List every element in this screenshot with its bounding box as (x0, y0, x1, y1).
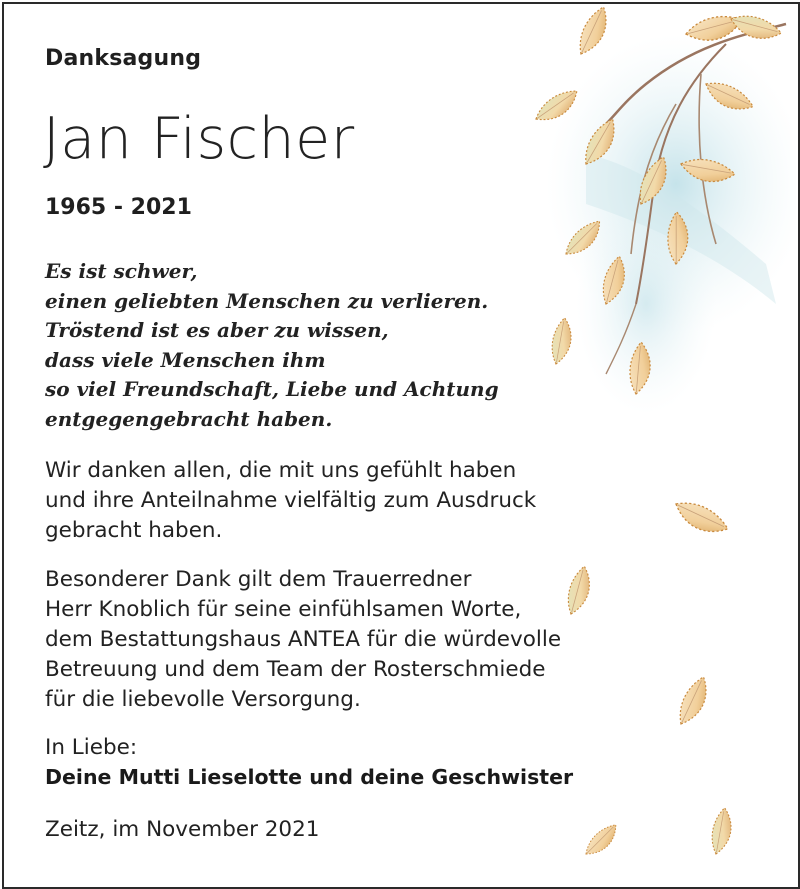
poem-line: einen geliebten Menschen zu verlieren. (45, 288, 489, 313)
text-line: Besonderer Dank gilt dem Trauerredner (45, 567, 472, 592)
signature: Deine Mutti Lieselotte und deine Geschwister (45, 765, 574, 789)
poem-line: Es ist schwer, (45, 259, 198, 283)
text-line: Wir danken allen, die mit uns gefühlt haben (45, 458, 517, 483)
text-line: dem Bestattungshaus ANTEA für die würdevolle (45, 627, 562, 652)
autumn-leaves-illustration (526, 4, 796, 882)
special-thanks-paragraph (45, 565, 561, 715)
closing (45, 733, 137, 763)
text-line: und ihre Anteilnahme vielfältig zum Ausdruck (45, 488, 537, 513)
text-line: gebracht haben. (45, 518, 223, 543)
closing-text: In Liebe: (45, 735, 138, 760)
text-line: Herr Knoblich für seine einfühlsamen Worte, (45, 597, 522, 622)
poem (45, 257, 499, 434)
text-line: für die liebevolle Versorgung. (45, 687, 361, 712)
text-line: Betreuung und dem Team der Rosterschmiede (45, 657, 546, 682)
deceased-name: Jan Fischer (43, 106, 355, 172)
poem-line: Tröstend ist es aber zu wissen, (45, 318, 389, 342)
poem-line: so viel Freundschaft, Liebe und Achtung (45, 377, 499, 401)
poem-line: dass viele Menschen ihm (45, 347, 326, 372)
heading: Danksagung (45, 46, 202, 71)
place-date: Zeitz, im November 2021 (45, 817, 320, 842)
thanks-paragraph (45, 456, 536, 546)
poem-line: entgegengebracht haben. (45, 406, 333, 431)
life-years: 1965 - 2021 (45, 195, 192, 220)
